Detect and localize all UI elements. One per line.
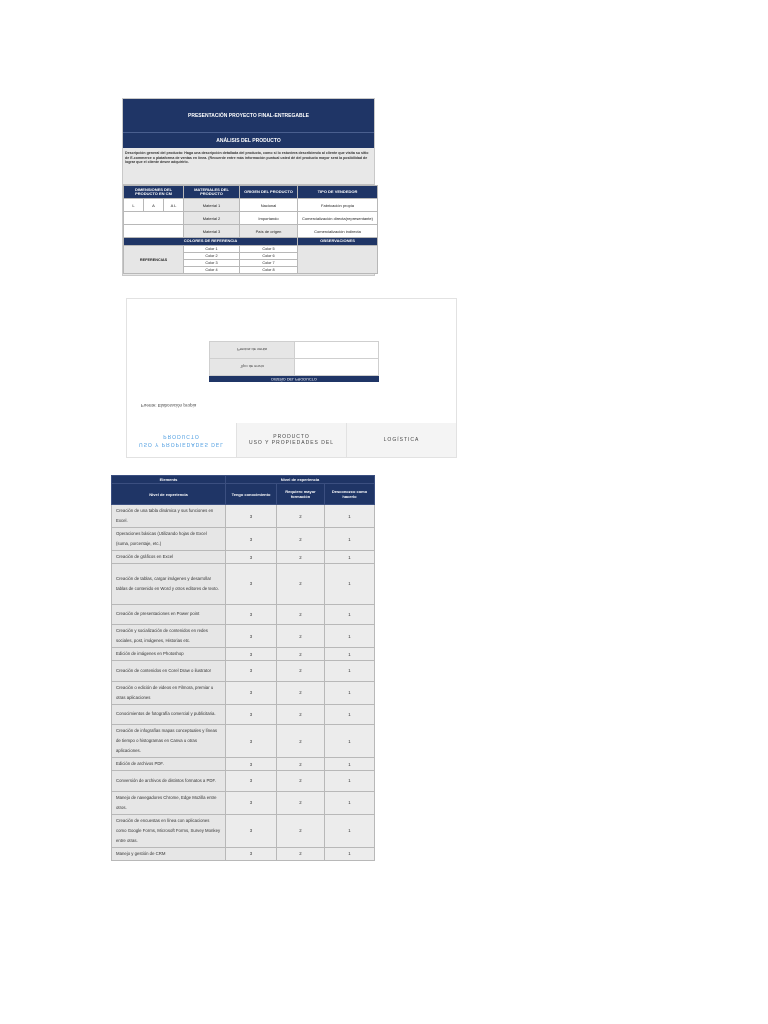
skills-table: [111, 475, 375, 861]
level-value-cell: 1: [325, 564, 375, 605]
table-row: [112, 505, 375, 528]
table-row: [112, 661, 375, 682]
activity-cell: Manejo y gestión de CRM: [112, 847, 226, 860]
skills-table-wrapper: [111, 475, 374, 861]
color-cell: Color 3: [184, 260, 240, 267]
activity-cell: Manejo de navegadores Chrome, Edge Mozilla entre otros.: [112, 791, 226, 814]
color-cell: Color 5: [240, 246, 298, 253]
level-value-cell: 2: [277, 551, 325, 564]
level-value-cell: 1: [325, 625, 375, 648]
color-cell: Color 1: [184, 246, 240, 253]
price-value: [294, 342, 378, 358]
activity-cell: Creación de tablas, cargar imágenes y desarrollar tablas de contenido en Word y otros editores de texto.: [112, 564, 226, 605]
activity-cell: Creación de infografías mapas conceptuales y líneas de tiempo o histogramas en Canva u otras aplicaciones.: [112, 725, 226, 758]
level-value-cell: 3: [226, 625, 277, 648]
color-cell: Color 7: [240, 260, 298, 267]
origin-cell: País de origen: [240, 225, 298, 238]
header-elements: Elements: [112, 476, 226, 484]
header-colors: COLORES DE REFERENCIA: [124, 238, 298, 246]
level-value-cell: 2: [277, 648, 325, 661]
product-description: Descripción general del producto: Haga una descripción detallada del producto, como si lo estuviera describiendo al cliente que visita su sitio de E-commerce o plataforma de ventas en línea. (Recuerde entre más información puntual usted dé del producto mayor será la posibilidad de lograr que el cliente desee adquirirlo.: [123, 148, 374, 185]
level-value-cell: 3: [226, 847, 277, 860]
table-row: [112, 604, 375, 625]
color-cell: Color 6: [240, 253, 298, 260]
observations-cell: [298, 246, 378, 274]
activity-cell: Creación de una tabla dinámica y sus funciones en Excel.: [112, 505, 226, 528]
level-value-cell: 2: [277, 758, 325, 771]
activity-cell: Creación de presentaciones en Power point: [112, 604, 226, 625]
table-row: [112, 704, 375, 725]
color-cell: Color 4: [184, 267, 240, 274]
header-level-3: Tengo conocimiento: [226, 484, 277, 505]
level-value-cell: 1: [325, 661, 375, 682]
level-value-cell: 2: [277, 564, 325, 605]
activity-cell: Operaciones básicas (Utilizando hojas de Excel (suma, porcentaje, etc.): [112, 528, 226, 551]
activity-cell: Creación de encuestas en línea con aplicaciones como Google Forms, Microsoft Forms, Survey Monkey entre otras.: [112, 814, 226, 847]
activity-cell: Creación de contenidos en Corel Draw o ilustrator: [112, 661, 226, 682]
level-value-cell: 3: [226, 704, 277, 725]
level-value-cell: 1: [325, 551, 375, 564]
table-row: [112, 648, 375, 661]
table-row: [112, 551, 375, 564]
level-value-cell: 2: [277, 725, 325, 758]
design-bar: DISEÑO DEL PRODUCTO: [209, 376, 379, 382]
dim-a: A: [144, 199, 164, 212]
mirrored-table: [209, 341, 379, 382]
dim-l: L: [124, 199, 144, 212]
level-value-cell: 2: [277, 528, 325, 551]
table-row: [112, 758, 375, 771]
activity-cell: Conversión de archivos de distintos formatos a PDF.: [112, 771, 226, 792]
header-observations: OBSERVACIONES: [298, 238, 378, 246]
origin-cell: Nacional: [240, 199, 298, 212]
level-value-cell: 3: [226, 791, 277, 814]
table-row: [112, 814, 375, 847]
table-row: [112, 791, 375, 814]
level-value-cell: 1: [325, 725, 375, 758]
level-value-cell: 1: [325, 648, 375, 661]
level-value-cell: 1: [325, 604, 375, 625]
level-value-cell: 2: [277, 661, 325, 682]
dim-al: A L: [164, 199, 184, 212]
level-value-cell: 1: [325, 528, 375, 551]
tab-bar: [127, 423, 456, 457]
seller-type-cell: Comercialización directa(representante): [298, 212, 378, 225]
sheet-subtitle: ANÁLISIS DEL PRODUCTO: [123, 132, 374, 148]
header-materials: MATERIALES DEL PRODUCTO: [184, 186, 240, 199]
tab-uso-propiedades-active[interactable]: PRODUCTO USO Y PROPIEDADES DEL: [127, 423, 236, 457]
header-level-1: Desconozco como hacerlo: [325, 484, 375, 505]
level-value-cell: 1: [325, 681, 375, 704]
level-value-cell: 3: [226, 648, 277, 661]
level-value-cell: 1: [325, 791, 375, 814]
level-value-cell: 2: [277, 625, 325, 648]
activity-cell: Edición de imágenes en Photoshop: [112, 648, 226, 661]
table-row: [112, 847, 375, 860]
shipping-value: [294, 359, 378, 375]
activity-cell: Conocimientos de fotografía comercial y publicitaria.: [112, 704, 226, 725]
activity-cell: Edición de archivos PDF.: [112, 758, 226, 771]
skills-body: [112, 505, 375, 861]
header-level-group: Nivel de experiencia: [226, 476, 375, 484]
level-value-cell: 3: [226, 758, 277, 771]
level-value-cell: 2: [277, 704, 325, 725]
seller-type-cell: Fabricación propia: [298, 199, 378, 212]
level-value-cell: 3: [226, 528, 277, 551]
activity-cell: Creación o edición de videos en Filmora, premiar u otras aplicaciones: [112, 681, 226, 704]
header-origin: ORIGEN DEL PRODUCTO: [240, 186, 298, 199]
seller-type-cell: Comercialización indirecta: [298, 225, 378, 238]
color-cell: Color 2: [184, 253, 240, 260]
level-value-cell: 1: [325, 505, 375, 528]
level-value-cell: 3: [226, 681, 277, 704]
table-row: [112, 771, 375, 792]
level-value-cell: 2: [277, 847, 325, 860]
tab-uso-propiedades[interactable]: PRODUCTO USO Y PROPIEDADES DEL: [236, 423, 347, 457]
header-dimensions: DIMENSIONES DEL PRODUCTO EN CM: [124, 186, 184, 199]
level-value-cell: 1: [325, 771, 375, 792]
activity-cell: Creación de gráficos en Excel: [112, 551, 226, 564]
level-value-cell: 3: [226, 814, 277, 847]
table-row: [112, 625, 375, 648]
material-cell: Material 1: [184, 199, 240, 212]
level-value-cell: 3: [226, 551, 277, 564]
level-value-cell: 2: [277, 791, 325, 814]
header-level-col: Nivel de experiencia: [112, 484, 226, 505]
table-row: [112, 681, 375, 704]
level-value-cell: 1: [325, 758, 375, 771]
origin-cell: Importando: [240, 212, 298, 225]
level-value-cell: 3: [226, 725, 277, 758]
material-cell: Material 3: [184, 225, 240, 238]
header-level-2: Requiero mayor formación: [277, 484, 325, 505]
shipping-label: Tipo de envío: [210, 359, 294, 375]
level-value-cell: 3: [226, 505, 277, 528]
level-value-cell: 1: [325, 814, 375, 847]
product-table: [123, 185, 378, 274]
source-note: Fuente: Elaboración propia: [141, 403, 197, 408]
level-value-cell: 3: [226, 564, 277, 605]
activity-cell: Creación y socialización de contenidos en redes sociales, post, imágenes, Historias etc.: [112, 625, 226, 648]
references-label: REFERENCIAS: [124, 246, 184, 274]
level-value-cell: 1: [325, 704, 375, 725]
level-value-cell: 1: [325, 847, 375, 860]
level-value-cell: 2: [277, 604, 325, 625]
level-value-cell: 2: [277, 771, 325, 792]
material-cell: Material 2: [184, 212, 240, 225]
color-cell: Color 8: [240, 267, 298, 274]
table-row: [112, 528, 375, 551]
level-value-cell: 2: [277, 681, 325, 704]
table-row: [112, 725, 375, 758]
table-row: [112, 564, 375, 605]
price-label: Precios de venta: [210, 342, 294, 358]
level-value-cell: 3: [226, 771, 277, 792]
product-design-panel: [126, 298, 457, 458]
level-value-cell: 3: [226, 604, 277, 625]
level-value-cell: 2: [277, 505, 325, 528]
header-seller-type: TIPO DE VENDEDOR: [298, 186, 378, 199]
level-value-cell: 3: [226, 661, 277, 682]
tab-logistica[interactable]: LOGÍSTICA: [347, 423, 456, 457]
sheet-title: PRESENTACIÓN PROYECTO FINAL-ENTREGABLE: [123, 99, 374, 132]
level-value-cell: 2: [277, 814, 325, 847]
product-analysis-sheet: [122, 98, 375, 276]
